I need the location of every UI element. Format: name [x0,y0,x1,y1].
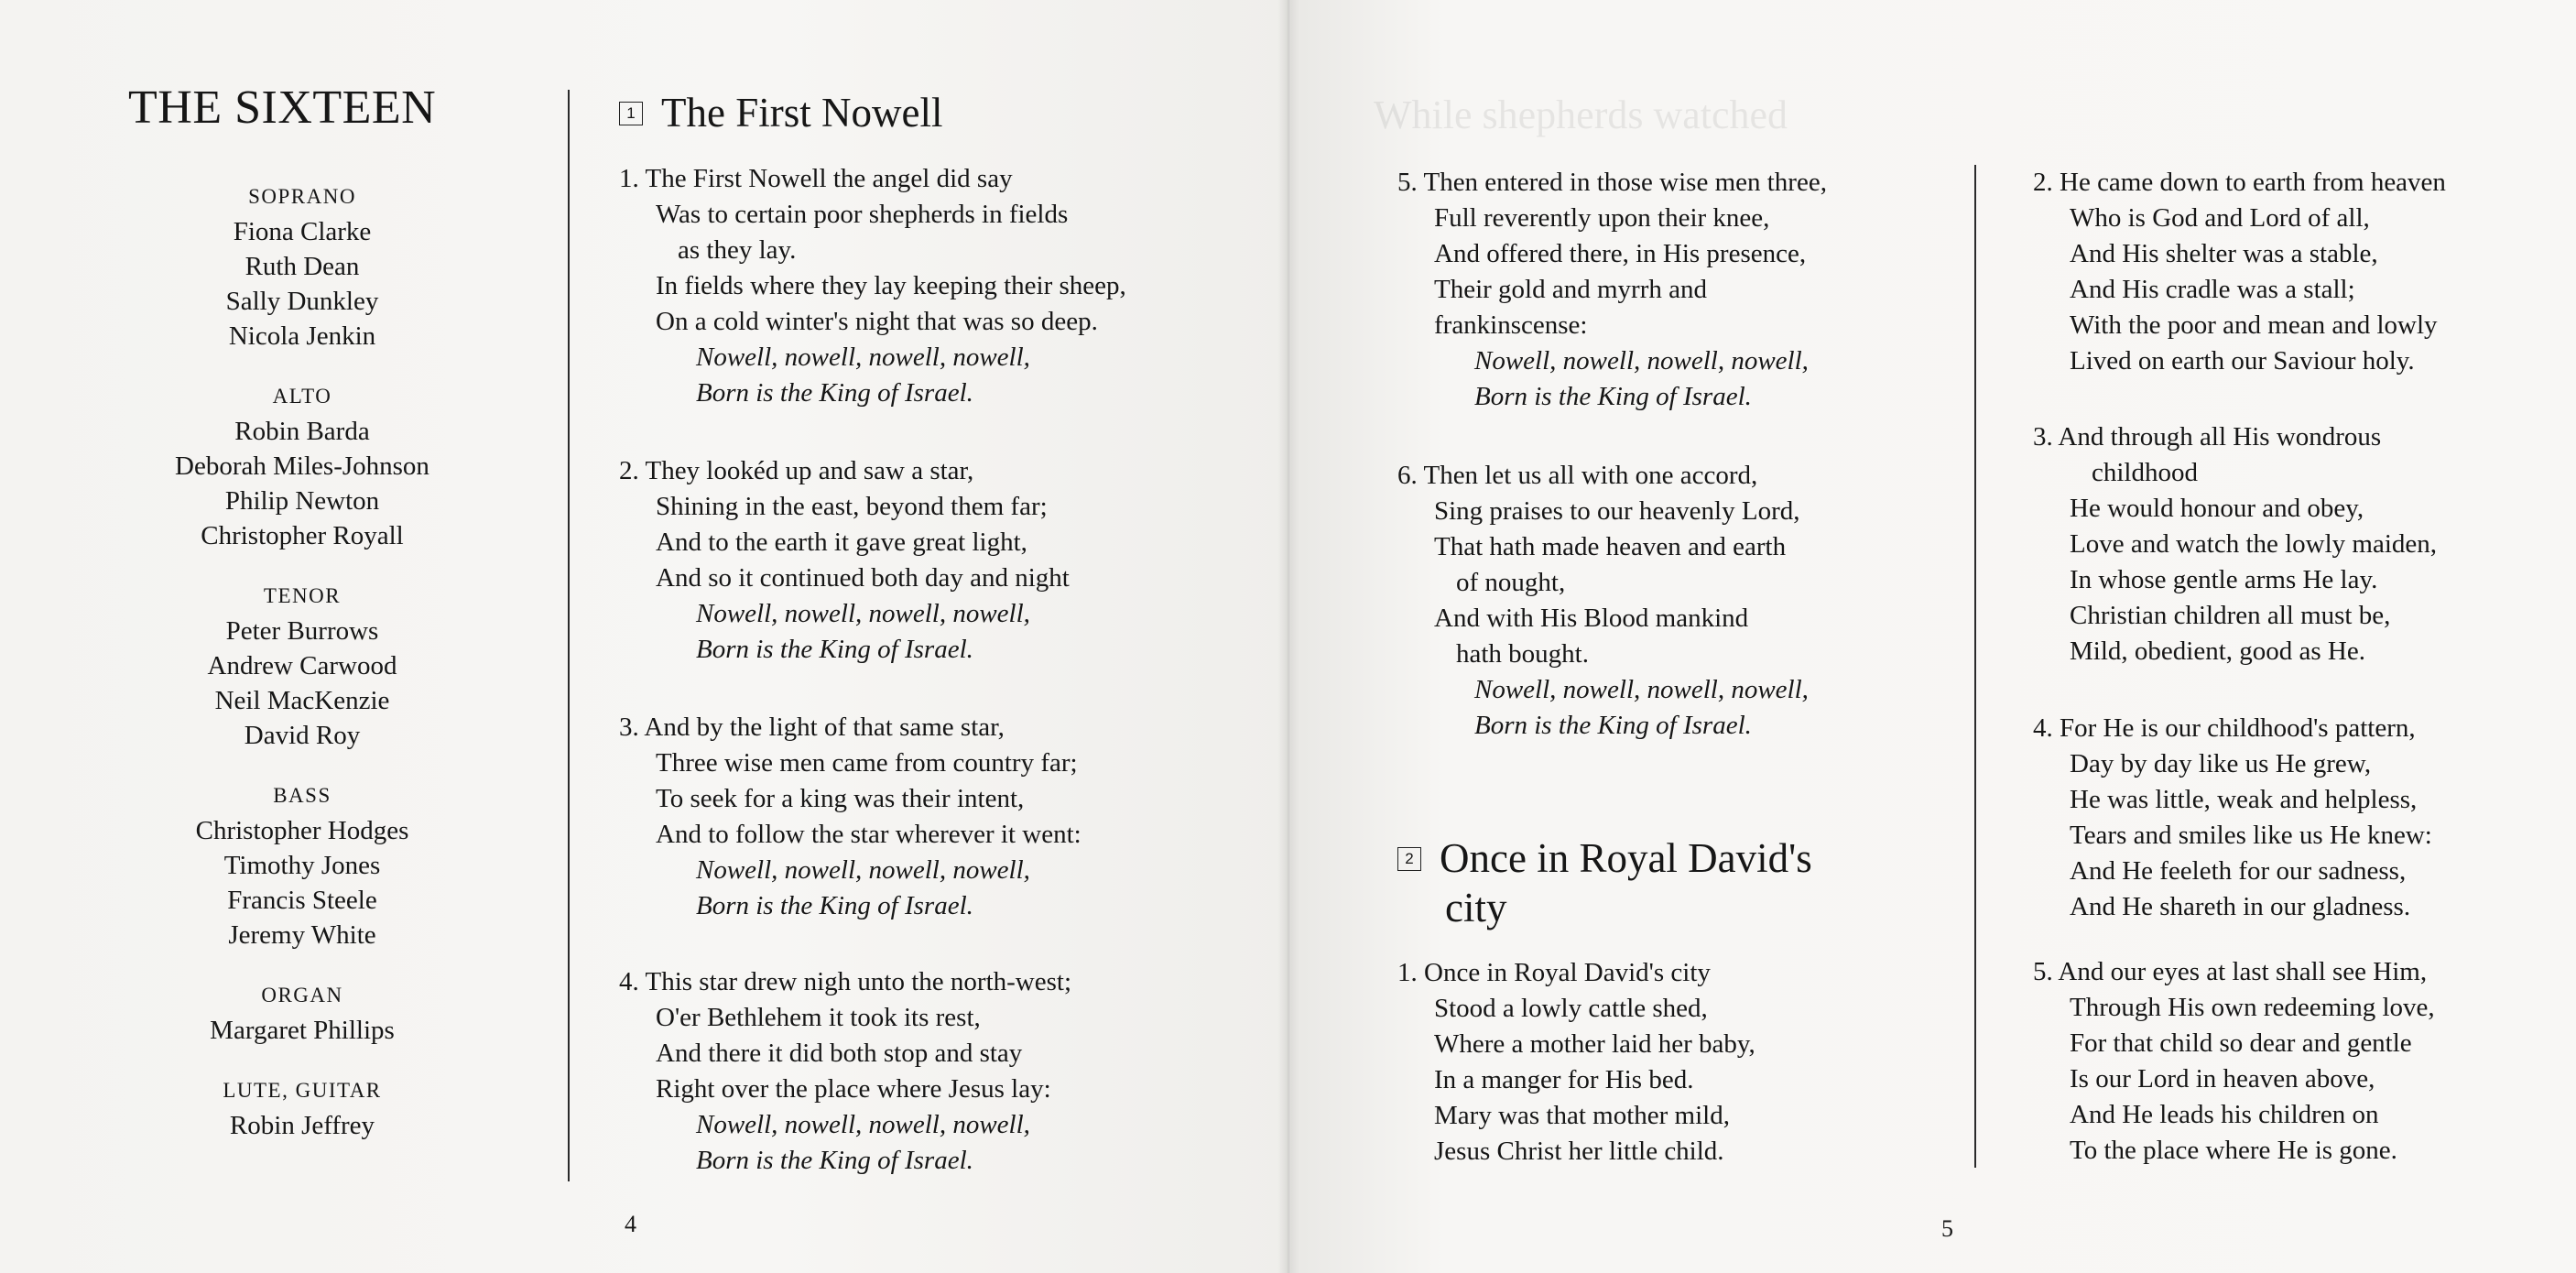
verse-line: Lived on earth our Saviour holy. [2070,346,2415,375]
page-number: 5 [1941,1215,1953,1242]
refrain-line: Born is the King of Israel. [696,635,973,664]
verse-line: Tears and smiles like us He knew: [2070,821,2432,850]
verse-line: With the poor and mean and lowly [2070,310,2438,340]
choir-section [119,1077,485,1143]
verse-line: And He feeleth for our sadness, [2070,856,2407,886]
verse-line: Mild, obedient, good as He. [2070,636,2365,666]
refrain-line: Nowell, nowell, nowell, nowell, [1474,675,1809,704]
verse [2033,419,2437,669]
verse [1397,458,1809,744]
choir-section [119,582,485,753]
verse [2033,711,2432,925]
voice-part-heading: LUTE, GUITAR [223,1079,382,1102]
verse [619,964,1071,1179]
verse-line: Christian children all must be, [2070,601,2391,630]
refrain-line: Nowell, nowell, nowell, nowell, [696,599,1030,628]
verse [619,161,1126,411]
verse-line: And to the earth it gave great light, [656,528,1027,557]
verse-line: 1. The First Nowell the angel did say [619,164,1013,193]
verse-line: Right over the place where Jesus lay: [656,1074,1051,1104]
verse-line: In fields where they lay keeping their sheep, [656,271,1126,300]
verse-line: Where a mother laid her baby, [1434,1029,1755,1059]
singer-name: Robin Barda [234,417,370,446]
verse [2033,165,2446,379]
verse-line: He would honour and obey, [2070,494,2364,523]
singer-name: Robin Jeffrey [229,1111,375,1140]
verse-line: childhood [2092,458,2198,487]
verse-line: And He leads his children on [2070,1100,2379,1129]
singer-name: Timothy Jones [223,851,381,880]
verse-line: 6. Then let us all with one accord, [1397,461,1758,490]
verse-line: 3. And by the light of that same star, [619,713,1005,742]
column-rule [568,90,570,1181]
verse-line: And so it continued both day and night [656,563,1070,593]
verse-line: That hath made heaven and earth [1434,532,1787,561]
refrain-line: Born is the King of Israel. [1474,711,1752,740]
singer-name: Christopher Hodges [195,816,409,845]
singer-name: Peter Burrows [225,616,379,646]
page-number: 4 [625,1211,636,1237]
refrain-line: Nowell, nowell, nowell, nowell, [1474,346,1809,375]
verse-line: Their gold and myrrh and [1434,275,1707,304]
verse-line: Jesus Christ her little child. [1434,1137,1724,1166]
voice-part-heading: TENOR [263,584,342,607]
singer-name: Margaret Phillips [210,1016,395,1045]
verse-line: Who is God and Lord of all, [2070,203,2370,233]
verse-line: 2. He came down to earth from heaven [2033,168,2446,197]
verse-line: And with His Blood mankind [1434,604,1749,633]
singer-name: Jeremy White [228,920,376,950]
verse-line: 4. This star drew nigh unto the north-west; [619,967,1072,996]
verse-line: And there it did both stop and stay [656,1039,1023,1068]
verse [1397,955,1755,1170]
refrain-line: Born is the King of Israel. [696,891,973,920]
verse-line: Three wise men came from country far; [656,748,1078,778]
singer-name: Fiona Clarke [233,217,372,246]
singer-name: David Roy [244,721,361,750]
verse [1397,165,1827,415]
verse-line: In whose gentle arms He lay. [2070,565,2378,594]
verse [619,710,1081,924]
verse-line: 1. Once in Royal David's city [1397,958,1711,987]
verse [2033,954,2435,1169]
choir-section [119,982,485,1048]
verse-line: Mary was that mother mild, [1434,1101,1730,1130]
voice-part-heading: ORGAN [261,984,343,1006]
verse-line: 2. They lookéd up and saw a star, [619,456,974,485]
refrain-line: Born is the King of Israel. [1474,382,1752,411]
singer-name: Sally Dunkley [225,287,379,316]
verse-line: And offered there, in His presence, [1434,239,1807,268]
verse-line: of nought, [1456,568,1566,597]
verse-line: And to follow the star wherever it went: [656,820,1081,849]
refrain-line: Born is the King of Israel. [696,1146,973,1175]
track-number-box: 2 [1397,847,1421,871]
verse-line: Is our Lord in heaven above, [2070,1064,2375,1093]
song-title-once-in-royal [1397,833,1812,932]
verse-line: He was little, weak and helpless, [2070,785,2418,814]
track-number-box: 1 [619,102,643,125]
verse-line: And His shelter was a stable, [2070,239,2378,268]
choir-title: THE SIXTEEN [128,82,437,134]
verse-line: hath bought. [1456,639,1589,669]
verse-line: Full reverently upon their knee, [1434,203,1770,233]
verse-line: Through His own redeeming love, [2070,993,2435,1022]
voice-part-heading: SOPRANO [248,185,356,208]
verse-line: Stood a lowly cattle shed, [1434,994,1708,1023]
verse-line: 5. And our eyes at last shall see Him, [2033,957,2428,986]
singer-name: Neil MacKenzie [214,686,390,715]
verse-line: In a manger for His bed. [1434,1065,1694,1094]
verse-line: To seek for a king was their intent, [656,784,1025,813]
song-title-first-nowell [619,88,942,137]
verse-line: And His cradle was a stall; [2070,275,2355,304]
verse-line: Love and watch the lowly maiden, [2070,529,2438,559]
refrain-line: Nowell, nowell, nowell, nowell, [696,855,1030,885]
verse-line: 3. And through all His wondrous [2033,422,2382,452]
song-title-text: The First Nowell [661,90,943,136]
show-through-text: While shepherds watched [1374,92,1788,137]
choir-list [119,183,485,1172]
verse-line: frankinscense: [1434,310,1588,340]
song-title-text-line2: city [1445,885,1507,930]
column-rule [1974,165,1976,1168]
voice-part-heading: ALTO [272,385,332,408]
refrain-line: Nowell, nowell, nowell, nowell, [696,1110,1030,1139]
book-gutter [1277,0,1299,1273]
verse-line: To the place where He is gone. [2070,1136,2397,1165]
singer-name: Nicola Jenkin [228,321,376,351]
choir-section [119,782,485,952]
voice-part-heading: BASS [273,784,332,807]
song-title-text: Once in Royal David's [1440,835,1812,881]
refrain-line: Born is the King of Israel. [696,378,973,408]
choir-section [119,183,485,354]
verse-line: And He shareth in our gladness. [2070,892,2411,921]
verse-line: Was to certain poor shepherds in fields [656,200,1069,229]
verse-line: Sing praises to our heavenly Lord, [1434,496,1800,526]
verse-line: 4. For He is our childhood's pattern, [2033,713,2416,743]
singer-name: Ruth Dean [245,252,360,281]
verse-line: Shining in the east, beyond them far; [656,492,1048,521]
singer-name: Christopher Royall [201,521,404,550]
verse-line: On a cold winter's night that was so deep. [656,307,1098,336]
singer-name: Philip Newton [224,486,380,516]
refrain-line: Nowell, nowell, nowell, nowell, [696,343,1030,372]
verse-line: 5. Then entered in those wise men three, [1397,168,1827,197]
verse [619,453,1070,668]
choir-section [119,383,485,553]
singer-name: Deborah Miles-Johnson [175,452,429,481]
singer-name: Andrew Carwood [207,651,397,680]
singer-name: Francis Steele [227,886,377,915]
verse-line: For that child so dear and gentle [2070,1028,2412,1058]
verse-line: Day by day like us He grew, [2070,749,2372,778]
verse-line: as they lay. [678,235,797,265]
verse-line: O'er Bethlehem it took its rest, [656,1003,981,1032]
